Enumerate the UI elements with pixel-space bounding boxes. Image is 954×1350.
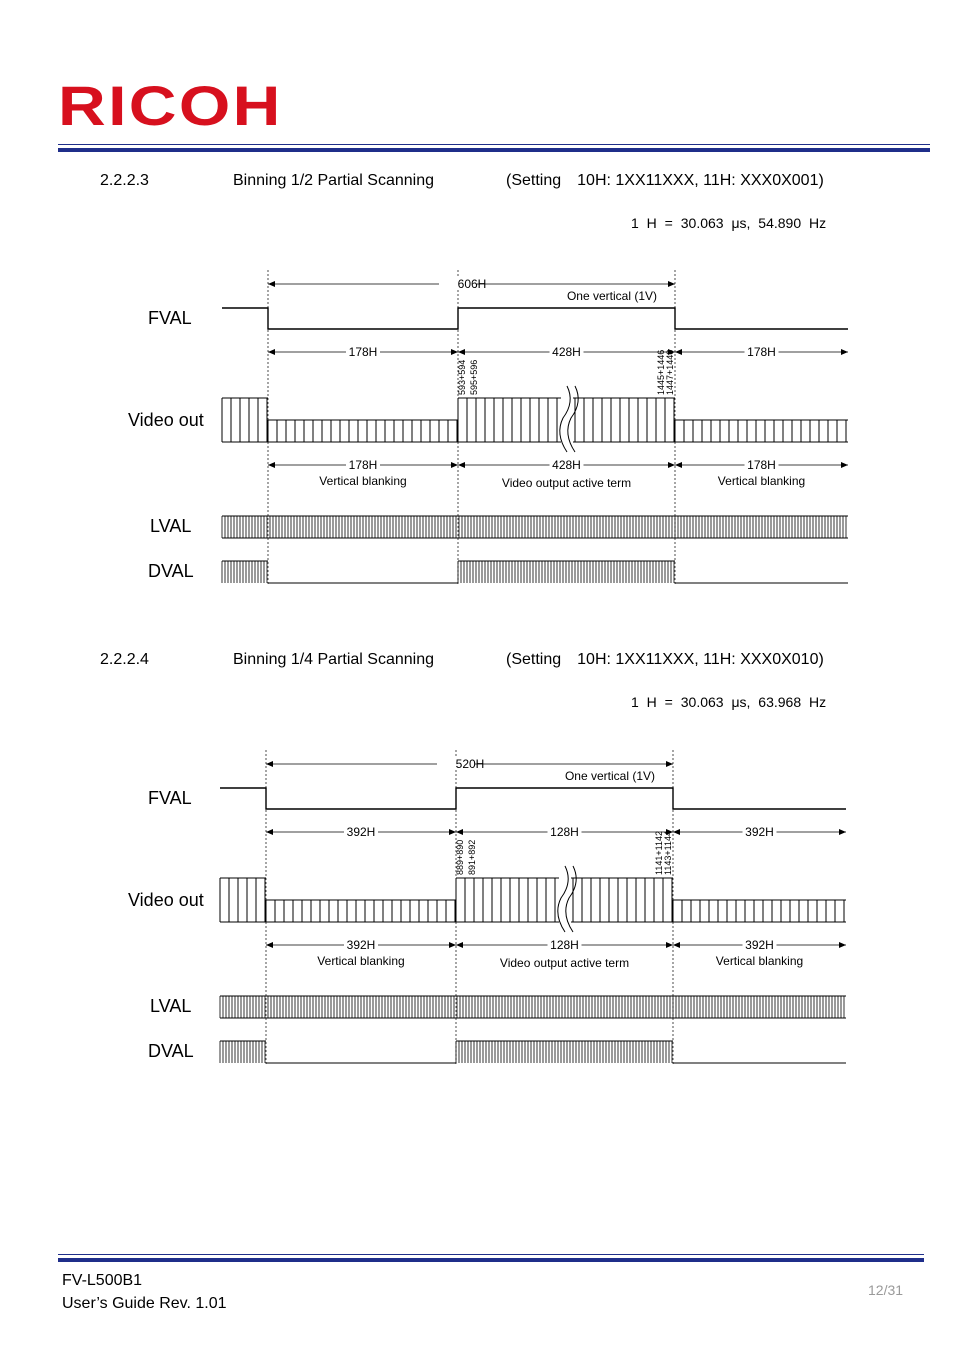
period-right-upper-label: 392H bbox=[745, 825, 774, 839]
fval-waveform bbox=[222, 308, 848, 329]
period-left-lower-label: 178H bbox=[348, 458, 378, 472]
period-right-lower-arrow-right bbox=[839, 942, 846, 948]
fval-label: FVAL bbox=[148, 788, 192, 808]
one-vertical-label: One vertical (1V) bbox=[564, 769, 655, 783]
period-right-lower-label: 178H bbox=[747, 458, 776, 472]
timing-diagram-binning-half bbox=[0, 260, 954, 600]
end-line-number-a: 1445+1446 bbox=[656, 349, 666, 395]
period-right-lower-arrow-left bbox=[673, 942, 680, 948]
period-mid-upper-arrow-left bbox=[458, 349, 465, 355]
footer-guide: User’s Guide Rev. 1.01 bbox=[62, 1295, 227, 1312]
vertical-blanking-left-label: Vertical blanking bbox=[317, 954, 405, 968]
period-right-upper-arrow-right bbox=[839, 829, 846, 835]
period-mid-lower-arrow-left bbox=[458, 462, 465, 468]
section-title: Binning 1/4 Partial Scanning bbox=[233, 651, 435, 668]
period-mid-lower-arrow-right bbox=[668, 462, 675, 468]
period-mid-lower-label: 128H bbox=[550, 938, 579, 952]
lval-label: LVAL bbox=[150, 996, 192, 1016]
period-mid-lower-label: 428H bbox=[552, 458, 581, 472]
total-period-arrow-left bbox=[266, 761, 273, 767]
period-left-upper-arrow-left bbox=[268, 349, 275, 355]
total-period-label: 520H bbox=[455, 757, 485, 771]
start-line-number-a: 593+594 bbox=[457, 359, 467, 395]
period-right-upper-label: 178H bbox=[747, 345, 776, 359]
section-setting: (Setting 10H: 1XX11XXX, 11H: XXX0X010) bbox=[506, 651, 824, 668]
timing-spec: 1 H = 30.063 μs, 54.890 Hz bbox=[631, 215, 827, 231]
timing-spec: 1 H = 30.063 μs, 63.968 Hz bbox=[631, 694, 827, 710]
start-line-number-b: 891+892 bbox=[467, 839, 477, 875]
footer-model: FV-L500B1 bbox=[62, 1272, 143, 1289]
video-out-label: Video out bbox=[128, 890, 204, 910]
active-term-label: Video output active term bbox=[499, 956, 630, 970]
vertical-blanking-right-label: Vertical blanking bbox=[717, 474, 806, 488]
period-left-upper-arrow-left bbox=[266, 829, 273, 835]
section-setting: (Setting 10H: 1XX11XXX, 11H: XXX0X001) bbox=[506, 172, 824, 189]
header-rule bbox=[58, 144, 930, 152]
section-number: 2.2.2.3 bbox=[100, 172, 149, 189]
period-mid-lower-arrow-right bbox=[666, 942, 673, 948]
section-title: Binning 1/2 Partial Scanning bbox=[233, 172, 435, 189]
start-line-number-a: 889+890 bbox=[455, 839, 465, 875]
period-mid-upper-label: 128H bbox=[550, 825, 579, 839]
footer-rule bbox=[58, 1254, 924, 1262]
period-left-lower-arrow-right bbox=[451, 462, 458, 468]
ricoh-logo: RICOH bbox=[58, 74, 283, 137]
start-line-number-b: 595+596 bbox=[469, 359, 479, 395]
period-right-lower-label: 392H bbox=[745, 938, 774, 952]
total-period-arrow-right bbox=[668, 281, 675, 287]
end-line-number-a: 1141+1142 bbox=[654, 831, 664, 875]
period-left-upper-arrow-right bbox=[451, 349, 458, 355]
total-period-label: 606H bbox=[457, 277, 487, 291]
fval-label: FVAL bbox=[148, 308, 192, 328]
section-number: 2.2.2.4 bbox=[100, 651, 149, 668]
period-right-upper-arrow-right bbox=[841, 349, 848, 355]
active-term-label: Video output active term bbox=[501, 476, 632, 490]
page-number: 12/31 bbox=[868, 1282, 904, 1298]
period-mid-upper-arrow-left bbox=[456, 829, 463, 835]
dval-label: DVAL bbox=[148, 1041, 194, 1061]
period-left-upper-label: 178H bbox=[348, 345, 378, 359]
period-left-lower-arrow-right bbox=[449, 942, 456, 948]
lval-label: LVAL bbox=[150, 516, 192, 536]
period-left-lower-label: 392H bbox=[346, 938, 376, 952]
vertical-blanking-left-label: Vertical blanking bbox=[319, 474, 407, 488]
total-period-arrow-left bbox=[268, 281, 275, 287]
period-right-lower-arrow-left bbox=[675, 462, 682, 468]
video-out-label: Video out bbox=[128, 410, 204, 430]
period-mid-lower-arrow-left bbox=[456, 942, 463, 948]
period-mid-upper-label: 428H bbox=[552, 345, 581, 359]
one-vertical-label: One vertical (1V) bbox=[566, 289, 657, 303]
period-left-lower-arrow-left bbox=[266, 942, 273, 948]
timing-diagram-binning-quarter bbox=[0, 740, 954, 1080]
dval-label: DVAL bbox=[148, 561, 194, 581]
end-line-number-b: 1143+1144 bbox=[663, 831, 673, 875]
end-line-number-b: 1447+1448 bbox=[665, 349, 675, 395]
vertical-blanking-right-label: Vertical blanking bbox=[715, 954, 804, 968]
fval-waveform bbox=[220, 788, 846, 809]
total-period-arrow-right bbox=[666, 761, 673, 767]
period-left-lower-arrow-left bbox=[268, 462, 275, 468]
period-left-upper-arrow-right bbox=[449, 829, 456, 835]
period-right-upper-arrow-left bbox=[673, 829, 680, 835]
period-right-lower-arrow-right bbox=[841, 462, 848, 468]
period-left-upper-label: 392H bbox=[346, 825, 376, 839]
period-right-upper-arrow-left bbox=[675, 349, 682, 355]
